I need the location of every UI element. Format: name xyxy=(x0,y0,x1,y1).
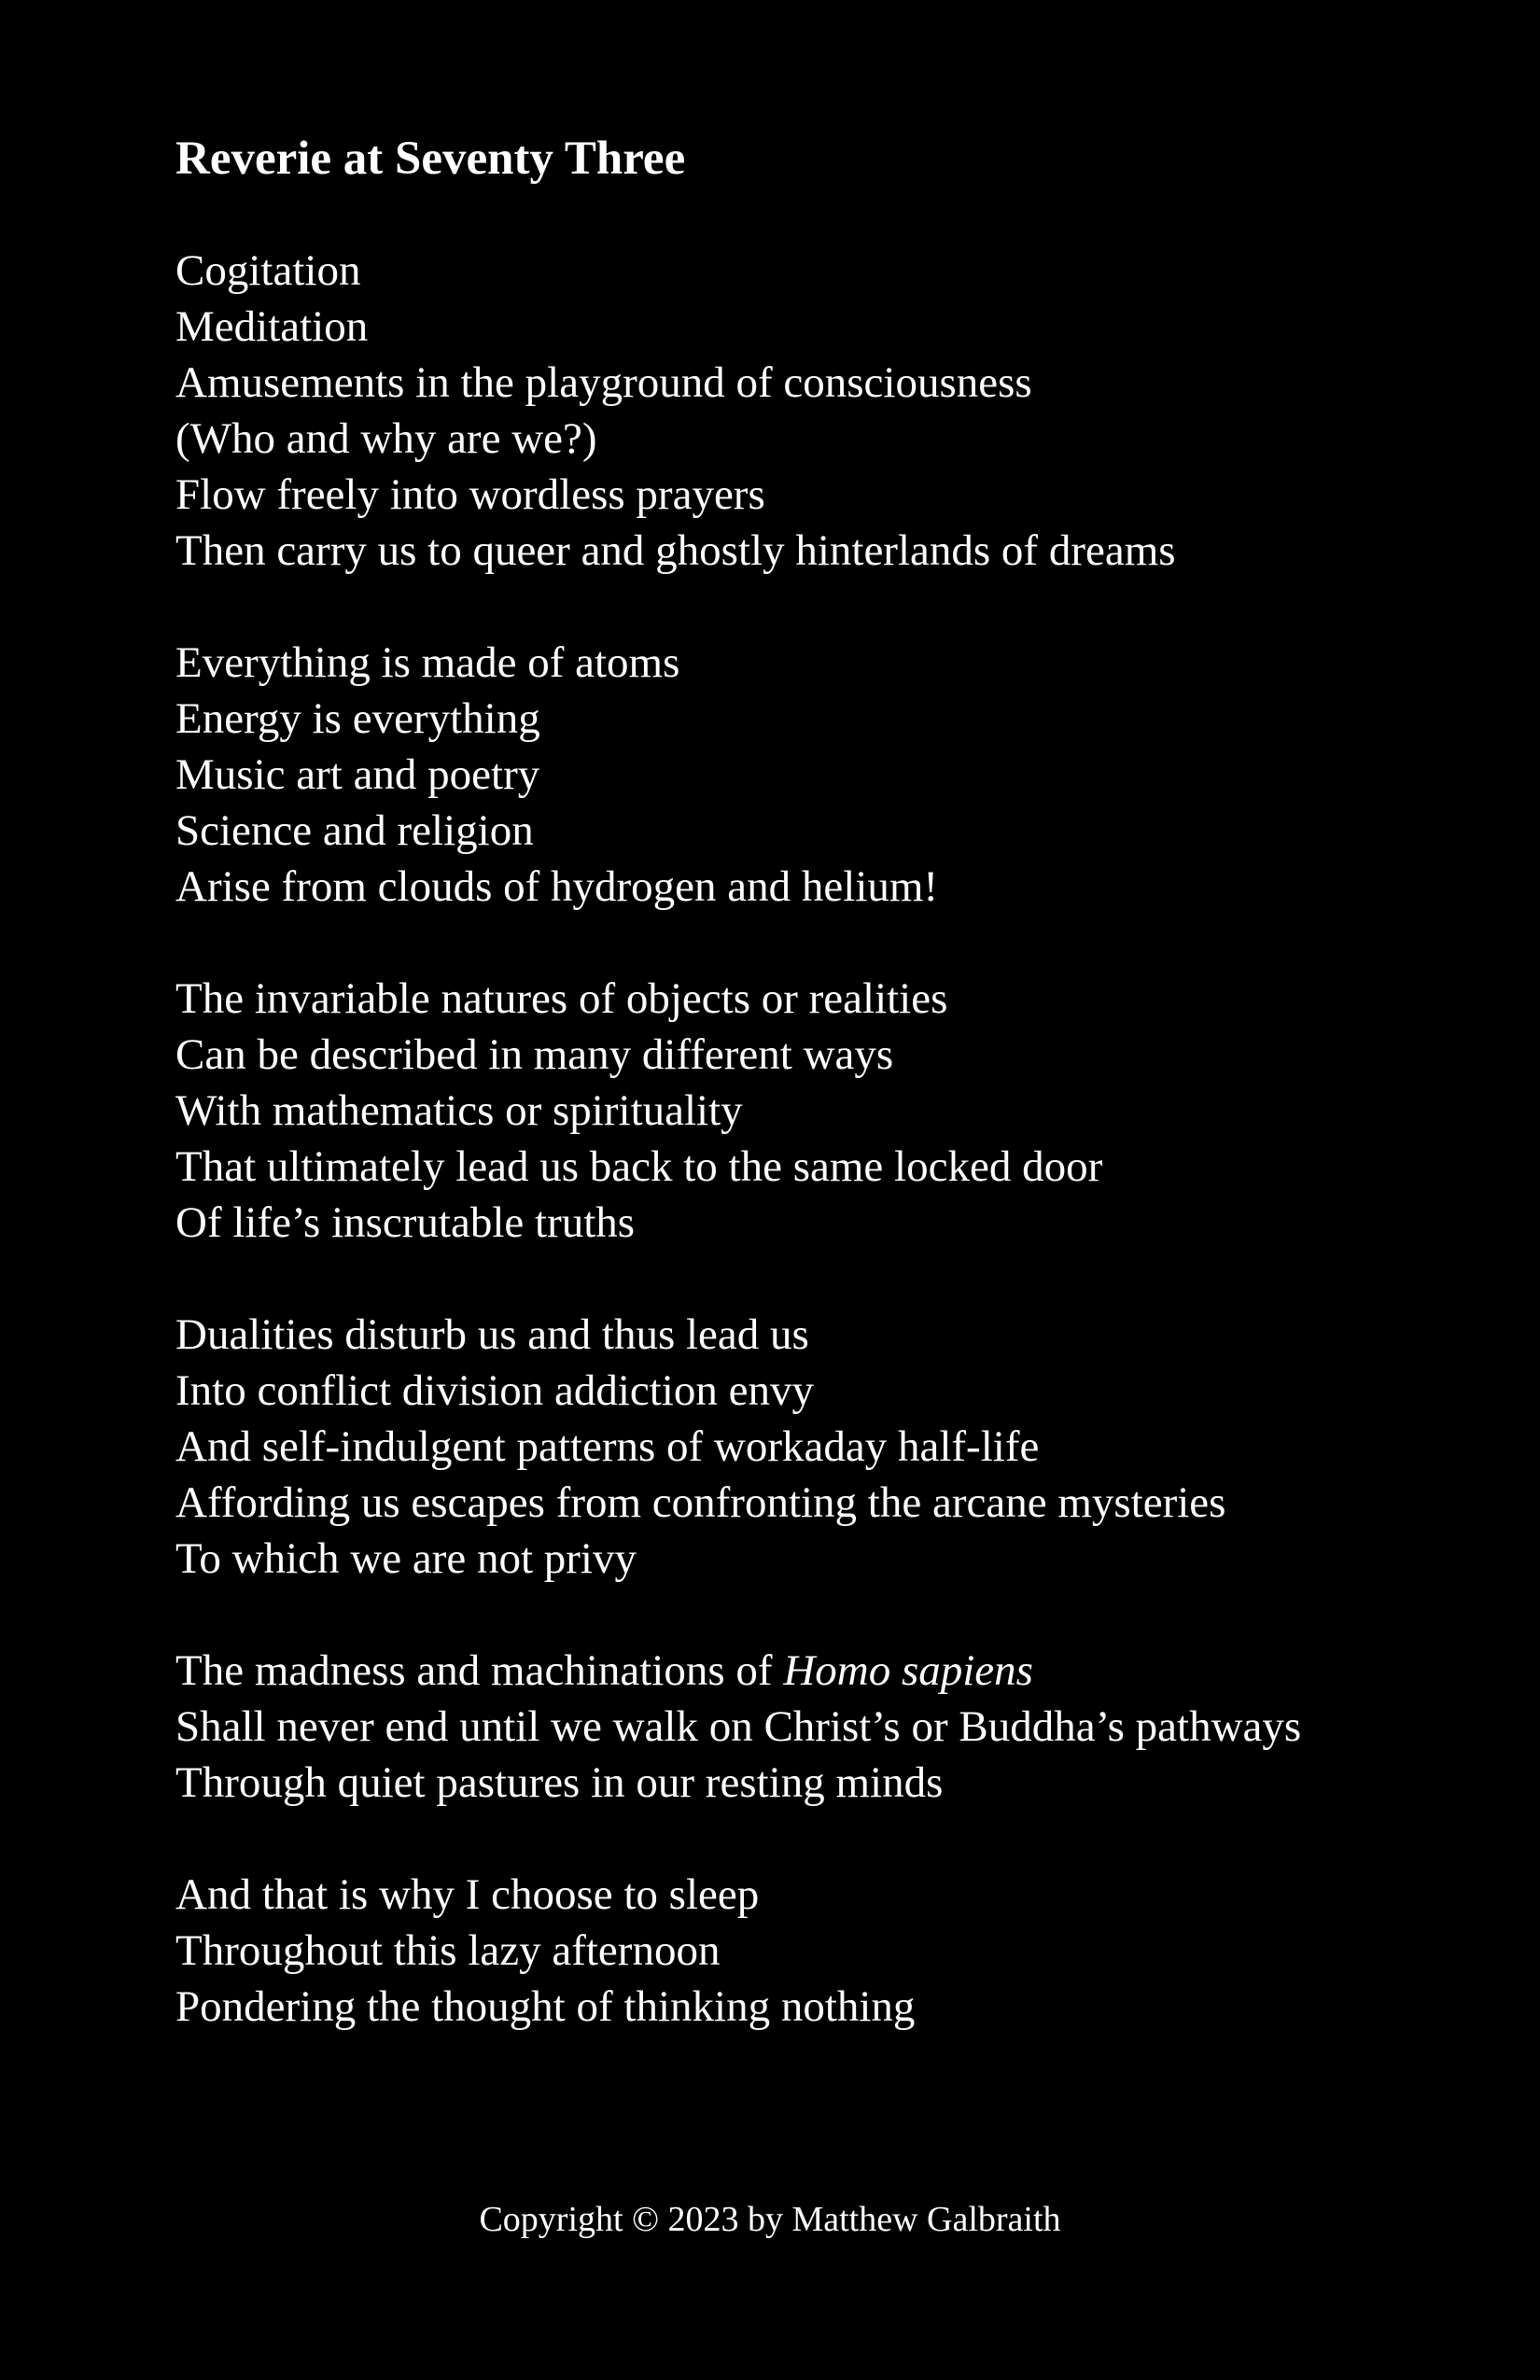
poem-line: With mathematics or spirituality xyxy=(175,1086,743,1135)
poem-line: Science and religion xyxy=(175,806,534,855)
stanza-6 xyxy=(175,1867,1407,2035)
poem-line: Meditation xyxy=(175,302,369,351)
poem-line xyxy=(175,1643,1407,1699)
poem-line-prefix: The madness and machinations of xyxy=(175,1646,784,1695)
poem-line: Cogitation xyxy=(175,246,361,295)
poem-line: Pondering the thought of thinking nothing xyxy=(175,1982,916,2031)
poem-line: Music art and poetry xyxy=(175,750,540,799)
poem-line: Arise from clouds of hydrogen and helium! xyxy=(175,862,939,911)
poem-line: And that is why I choose to sleep xyxy=(175,1870,760,1919)
stanza-5 xyxy=(175,1643,1407,1811)
poem-line: Into conflict division addiction envy xyxy=(175,1366,814,1415)
poem-line: And self-indulgent patterns of workaday half-life xyxy=(175,1422,1040,1471)
stanza-3 xyxy=(175,971,1407,1251)
stanza-2 xyxy=(175,635,1407,915)
poem-line: To which we are not privy xyxy=(175,1534,637,1583)
poem-line: Everything is made of atoms xyxy=(175,638,680,687)
poem-line: Flow freely into wordless prayers xyxy=(175,470,765,519)
poem-line: Affording us escapes from confronting the arcane mysteries xyxy=(175,1478,1226,1527)
poem-line-italic: Homo sapiens xyxy=(783,1646,1033,1695)
poem-line: Shall never end until we walk on Christ’s or Buddha’s pathways xyxy=(175,1702,1302,1751)
poem-title: Reverie at Seventy Three xyxy=(175,133,686,185)
poem-line: Can be described in many different ways xyxy=(175,1030,894,1079)
copyright-notice: Copyright © 2023 by Matthew Galbraith xyxy=(479,2200,1061,2239)
poem-line: Through quiet pastures in our resting minds xyxy=(175,1758,944,1807)
stanza-4 xyxy=(175,1307,1407,1587)
poem-line: The invariable natures of objects or realities xyxy=(175,974,948,1023)
poem-line: That ultimately lead us back to the same locked door xyxy=(175,1142,1103,1191)
poem-line: Of life’s inscrutable truths xyxy=(175,1198,636,1247)
poem-line: (Who and why are we?) xyxy=(175,414,597,463)
poem-line: Amusements in the playground of consciousness xyxy=(175,358,1032,407)
stanza-1 xyxy=(175,243,1407,579)
poem-line: Energy is everything xyxy=(175,694,540,743)
poem-line: Dualities disturb us and thus lead us xyxy=(175,1310,809,1359)
poem-page xyxy=(175,131,1407,2091)
poem-line: Throughout this lazy afternoon xyxy=(175,1926,721,1975)
poem-line: Then carry us to queer and ghostly hinterlands of dreams xyxy=(175,526,1176,575)
